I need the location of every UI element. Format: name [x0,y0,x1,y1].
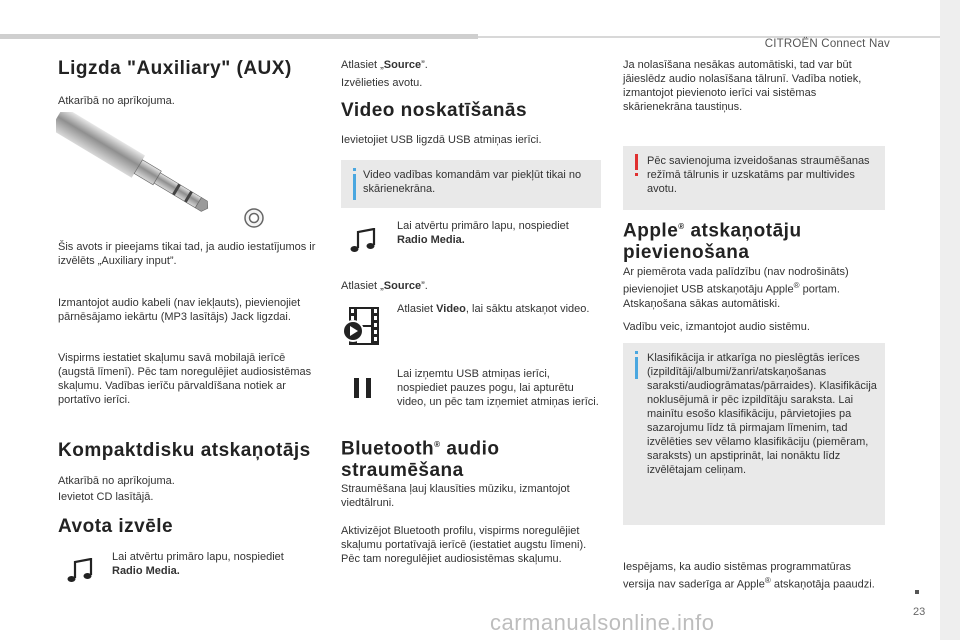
select-source-sub: Izvēlieties avotu. [341,77,423,89]
video-paragraph-1: Ievietojiet USB ligzdā USB atmiņas ierīci. [341,134,542,146]
cd-paragraph: Ievietot CD lasītājā. [58,491,154,503]
video-play-icon [341,305,381,349]
side-strip [940,0,960,640]
cd-title: Kompaktdisku atskaņotājs [58,440,311,461]
pause-icon [352,377,374,399]
aux-availability: Atkarībā no aprīkojuma. [58,95,175,107]
classification-note-text: Klasifikācija ir atkarīga no pieslēgtās ierīces (izpildītāji/albumi/žanri/atskaņošanas saraksti/audiogrāmatas/pārraides). Klasifikācija noklusējumā ir pēc izpildītāju saraksta. Lai mainītu esošo klasifikāciju, pārvietojies pa sazarojumu līdz tā pirmajam līmenim, tad izvēlēties sev vēlamo klasifikāciju (piemēram, saraksts) un apstiprināt, lai nonāktu līdz izvēlētajam celiņam. [647,352,877,476]
source-title: Avota izvēle [58,516,174,537]
aux-paragraph-1: Šis avots ir pieejams tikai tad, ja audio iestatījumos ir izvēlēts „Auxiliary input”. [58,241,316,267]
warning-icon [635,154,638,170]
source-step: Lai atvērtu primāro lapu, nospiediet Radio Media. [112,551,284,577]
music-note-icon [66,558,96,584]
warning-text: Pēc savienojuma izveidošanas straumēšanas režīmā tālrunis ir uzskatāms par multivides avotu. [647,155,870,195]
header-title: CITROËN Connect Nav [764,38,890,50]
video-title: Video noskatīšanās [341,100,528,121]
select-source: Atlasiet „Source”. [341,59,428,71]
warning-box [623,146,885,210]
music-note-icon [349,228,379,254]
playback-paragraph: Ja nolasīšana nesākas automātiski, tad var būt jāieslēdz audio nolasīšana tālrunī. Vadība notiek, izmantojot pievienoto ierīci vai sistēmas skārienekrāna taustiņus. [623,59,862,113]
apple-paragraph-1: Ar piemērota vada palīdzību (nav nodrošināts) pievienojiet USB atskaņotāju Apple® portam. Atskaņošana sākas automātiski. [623,266,849,310]
page-number: 23 [913,606,926,618]
video-note-box [341,160,601,208]
aux-paragraph-3: Vispirms iestatiet skaļumu savā mobilajā ierīcē (augstā līmenī). Pēc tam noregulējiet audiosistēmas skaļumu. Vadības ierīču pārvaldīšana notiek ar portatīvo ierīci. [58,352,312,406]
aux-title: Ligzda "Auxiliary" (AUX) [58,58,292,79]
aux-paragraph-2: Izmantojot audio kabeli (nav iekļauts), pievienojiet pārnēsājamo iekārtu (MP3 lasītājs) Jack ligzdai. [58,297,301,323]
classification-note-box [623,343,885,525]
info-icon [635,357,638,379]
watermark: carmanualsonline.info [490,610,715,635]
bluetooth-title: Bluetooth® audio straumēšana [341,438,500,482]
bluetooth-paragraph-1: Straumēšana ļauj klausīties mūziku, izmantojot viedtālruni. [341,483,570,509]
header-rule [0,34,478,39]
apple-paragraph-2: Vadību veic, izmantojot audio sistēmu. [623,321,810,333]
jack-plug-icon [56,112,271,232]
cd-availability: Atkarībā no aprīkojuma. [58,475,175,487]
select-source-2: Atlasiet „Source”. [341,280,428,292]
page-marker [915,590,919,594]
video-step-1: Lai atvērtu primāro lapu, nospiediet Radio Media. [397,220,569,246]
apple-title: Apple® atskaņotāju pievienošana [623,220,802,264]
video-step-3: Lai izņemtu USB atmiņas ierīci, nospiediet pauzes pogu, lai apturētu video, un pēc tam izņemiet atmiņas ierīci. [397,368,599,408]
bluetooth-paragraph-2: Aktivizējot Bluetooth profilu, vispirms noregulējiet skaļumu portatīvajā ierīcē (iestatiet augstu līmeni). Pēc tam noregulējiet audiosistēmas skaļumu. [341,525,587,565]
info-icon [353,174,356,200]
video-step-2: Atlasiet Video, lai sāktu atskaņot video. [397,303,590,315]
compatibility-paragraph: Iespējams, ka audio sistēmas programmatūras versija nav saderīga ar Apple® atskaņotāja paaudzi. [623,561,875,591]
video-note-text: Video vadības komandām var piekļūt tikai no skārienekrāna. [363,169,582,195]
